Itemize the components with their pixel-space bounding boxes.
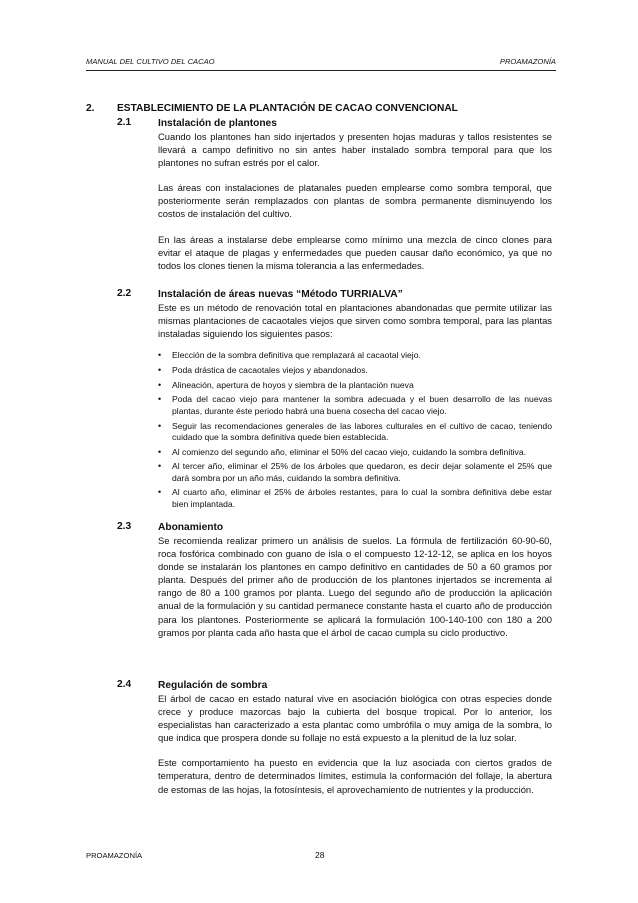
section-title: ESTABLECIMIENTO DE LA PLANTACIÓN DE CACAO CONVENCIONAL (117, 103, 458, 114)
paragraph: Se recomienda realizar primero un análisis de suelos. La fórmula de fertilización 60-90-60, roca fosfórica combinado con guano de isla o el compuesto 12-12-12, se aplica en los hoyos donde se instalarán los plantones en campo definitivo en cantidades de 50 a 60 gramos por planta. Después del primer año de producción de los plantones injertados se incrementa al rango de 80 a 100 gramos por planta. Luego del segundo año de producción la aplicación anual de la formulación y su cantidad permanece constante hasta el cuarto año de producción para los plantones. Posteriormente se aplicará la formulación 100-140-100 con 180 a 200 gramos por planta cada año hasta que el árbol de cacao cumpla su ciclo productivo. (158, 535, 552, 638)
paragraph: Cuando los plantones han sido injertados y presenten hojas maduras y tallos resistentes se llevará a campo definitivo no sin antes haber instalado sombra temporal para que los plantones no sufran estrés por el calor. (158, 131, 552, 169)
list-item (158, 380, 552, 391)
list-item (158, 487, 552, 510)
list-item-text: Al tercer año, eliminar el 25% de los árboles que quedaron, es decir dejar solamente el 25% que dará sombra por un año más, cuidando la sombra definitiva. (172, 461, 552, 483)
section-number: 2. (86, 103, 95, 114)
paragraph: Las áreas con instalaciones de platanales pueden emplearse como sombra temporal, que posteriormente serán remplazados con plantas de sombra permanente disminuyendo los costos de instalación del cultivo. (158, 182, 552, 220)
subsection-title: Regulación de sombra (158, 680, 268, 691)
subsection-number: 2.2 (117, 288, 132, 299)
steps-list (158, 350, 552, 510)
paragraph: Este comportamiento ha puesto en evidencia que la luz asociada con ciertos grados de temperatura, dentro de determinados límites, estimula la conformación del follaje, la abertura de estomas de las hojas, la fotosíntesis, el aprovechamiento de nutrientes y la producción. (158, 757, 552, 795)
list-item-text: Al cuarto año, eliminar el 25% de árboles restantes, para lo cual la sombra definitiva debe estar bien implantada. (172, 487, 552, 509)
list-item-text: Poda del cacao viejo para mantener la sombra adecuada y el buen desarrollo de las nuevas plantas, durante éste periodo habrá una buena cosecha del cacao viejo. (172, 394, 552, 416)
list-item-text: Seguir las recomendaciones generales de las labores culturales en el cultivo de cacao, teniendo cuidado que la sombra definitiva quede bien establecida. (172, 420, 552, 442)
paragraph: Este es un método de renovación total en plantaciones abandonadas que permite utilizar las mismas plantaciones de cacaotales viejos que sirven como sombra temporal, para las plantas instaladas siguiendo los siguientes pasos: (158, 302, 552, 340)
list-item-text: Alineación, apertura de hoyos y siembra de la plantación nueva (172, 379, 414, 390)
paragraph: El árbol de cacao en estado natural vive en asociación biológica con otras especies donde crece y produce mazorcas bajo la cubierta del bosque tropical. Por lo anterior, los especialistas han caracterizado a esta plantac como umbrófila o muy amiga de la sombra, lo que indica que prospera donde su follaje no está expuesto a la plenitud de la luz solar. (158, 693, 552, 744)
list-item (158, 394, 552, 417)
header-rule (86, 70, 556, 71)
bullet-icon: • (158, 379, 162, 390)
subsection-title: Instalación de plantones (158, 118, 277, 129)
bullet-icon: • (158, 350, 162, 361)
list-item-text: Al comienzo del segundo año, eliminar el 50% del cacao viejo, cuidando la sombra definitiva. (172, 446, 526, 457)
header-right-text: PROAMAZONÍA (499, 57, 556, 66)
list-item-text: Elección de la sombra definitiva que remplazará al cacaotal viejo. (172, 350, 421, 361)
subsection-title: Abonamiento (158, 522, 224, 533)
bullet-icon: • (158, 364, 162, 375)
list-item-text: Poda drástica de cacaotales viejos y abandonados. (172, 364, 368, 375)
footer-left-text: PROAMAZONÍA (86, 851, 143, 860)
subsection-number: 2.1 (117, 117, 132, 128)
list-item (158, 421, 552, 444)
bullet-icon: • (158, 420, 162, 431)
header-left-text: MANUAL DEL CULTIVO DEL CACAO (86, 57, 215, 66)
page-number: 28 (315, 850, 325, 860)
bullet-icon: • (158, 394, 162, 405)
bullet-icon: • (158, 446, 162, 457)
list-item (158, 350, 552, 361)
paragraph: En las áreas a instalarse debe emplearse como mínimo una mezcla de cinco clones para evitar el ataque de plagas y enfermedades que pueden causar daño económico, ya que no todos los clones tienen la misma tolerancia a las enfermedades. (158, 233, 552, 271)
list-item (158, 447, 552, 458)
subsection-number: 2.4 (117, 679, 132, 690)
bullet-icon: • (158, 487, 162, 498)
list-item (158, 461, 552, 484)
list-item (158, 365, 552, 376)
subsection-title: Instalación de áreas nuevas “Método TURRIALVA” (158, 289, 403, 300)
subsection-number: 2.3 (117, 521, 132, 532)
bullet-icon: • (158, 461, 162, 472)
